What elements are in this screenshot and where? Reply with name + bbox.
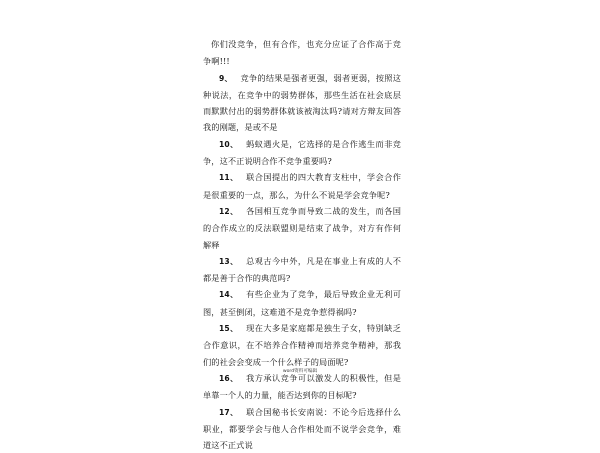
paragraph-number: 9、 xyxy=(219,73,233,83)
paragraph-text: 我方承认竞争可以激发人的积极性，但是单靠一个人的力量，能否达到你的目标呢? xyxy=(203,372,401,401)
page-footer: word资料可编辑 xyxy=(282,369,318,374)
paragraph-text: 你们没竞争，但有合作，也充分应证了合作高于竞争啊!!! xyxy=(203,39,401,67)
paragraph-10 xyxy=(203,136,401,170)
paragraph-text: 现在大多是家庭都是独生子女，特别缺乏合作意识，在不培养合作精神而培养竞争精神，那我们的社会会变成一个什么样子的局面呢? xyxy=(203,323,401,367)
paragraph-text: 蚂蚁遇火是，它选择的是合作逃生而非竞争，这不正说明合作不竞争重要吗? xyxy=(203,138,401,167)
paragraph-text: 总观古今中外，凡是在事业上有成的人不都是善于合作的典范吗? xyxy=(203,255,401,284)
paragraph-15 xyxy=(203,320,401,370)
paragraph-13 xyxy=(203,253,401,287)
paragraph-number: 10、 xyxy=(219,139,239,149)
paragraph-number: 16、 xyxy=(219,373,239,383)
paragraph-number: 13、 xyxy=(219,256,239,266)
paragraph-number: 14、 xyxy=(219,290,239,300)
paragraph-text: 竞争的结果是强者更强，弱者更弱，按照这种说法，在竞争中的弱势群体，那些生活在社会底层而默默付出的弱势群体就该被淘汰吗?请对方辩友回答我的刚题，是或不是 xyxy=(203,72,402,133)
paragraph-text: 联合国秘书长安南说：不论今后选择什么职业，都要学会与他人合作相处而不说学会竞争，难道这不正式说 xyxy=(203,406,401,451)
paragraph-0 xyxy=(203,36,401,70)
paragraph-text: 联合国提出的四大教育支柱中，学会合作是很重要的一点，那么，为什么不说是学会竞争呢? xyxy=(203,172,401,200)
paragraph-17 xyxy=(203,404,401,453)
paragraph-number: 11、 xyxy=(219,173,239,183)
paragraph-text: 各国相互竞争而导致二战的发生，而各国的合作成立的反法联盟则是结束了战争，对方有作何解释 xyxy=(203,205,401,250)
paragraph-12 xyxy=(203,203,401,253)
paragraph-number: 17、 xyxy=(219,407,239,417)
paragraph-14 xyxy=(203,286,401,320)
document-body xyxy=(203,36,401,453)
paragraph-9 xyxy=(203,70,401,136)
paragraph-text: 有些企业为了竞争，最后导致企业无利可图，甚至倒闭，这难道不是竞争惹得祸吗? xyxy=(203,289,401,317)
paragraph-16 xyxy=(203,370,401,404)
paragraph-11 xyxy=(203,169,401,203)
paragraph-number: 15、 xyxy=(219,324,239,334)
paragraph-number: 12、 xyxy=(219,206,239,216)
